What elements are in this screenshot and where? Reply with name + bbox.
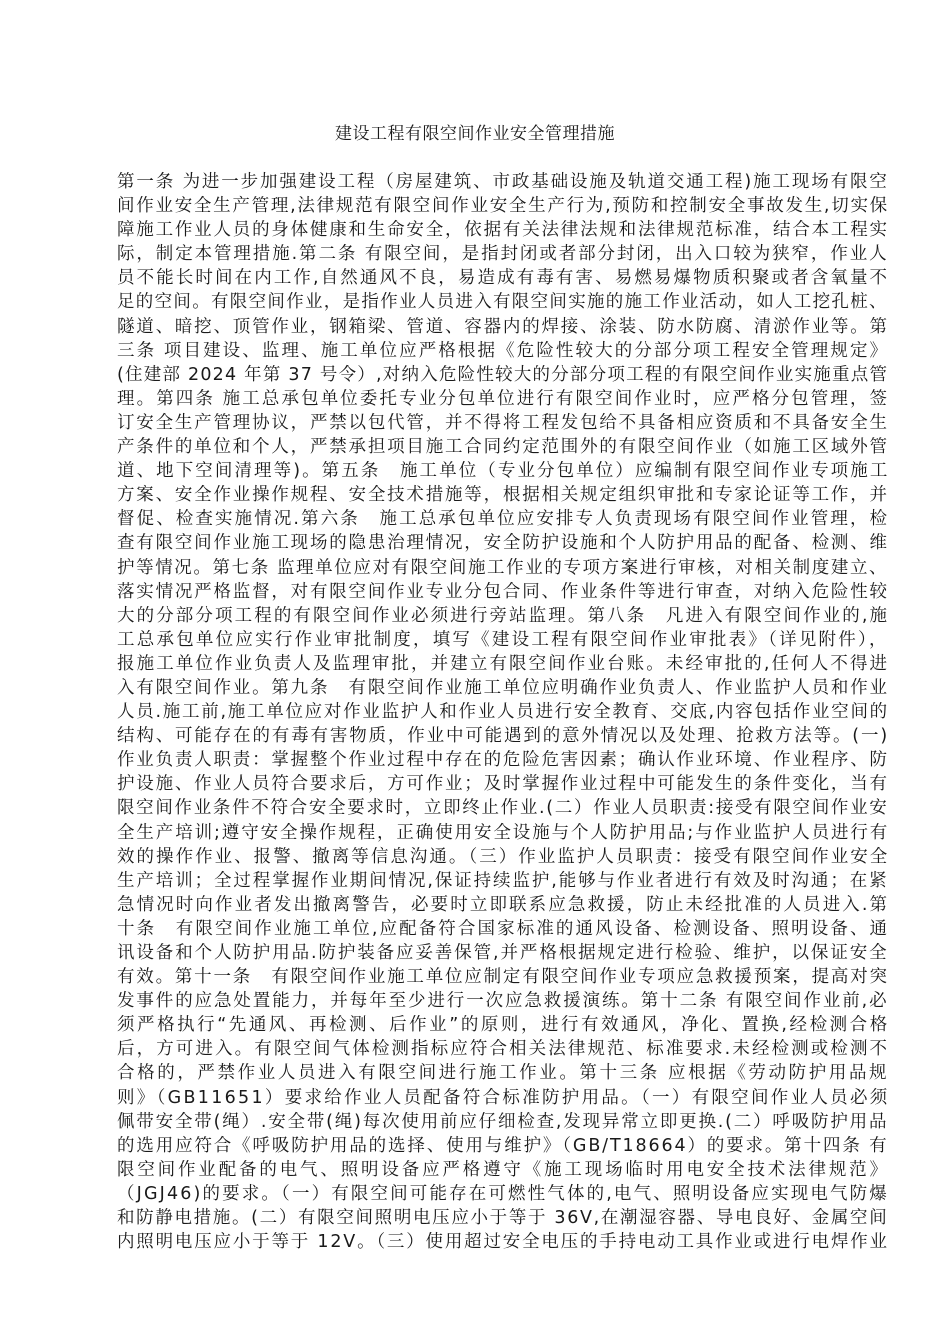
body-text-line: 订安全生产管理协议，严禁以包代管，并不得将工程发包给不具备相应资质和不具备安全生 — [117, 412, 889, 433]
body-text-line: 落实情况严格监督，对有限空间作业专业分包合同、作业条件等进行审查，对纳入危险性较 — [117, 581, 889, 602]
body-text-line: （JGJ46)的要求。（一）有限空间可能存在可燃性气体的,电气、照明设备应实现电气防爆 — [117, 1183, 889, 1204]
body-text-line: (住建部 2024 年第 37 号令）,对纳入危险性较大的分部分项工程的有限空间作业实施重点管 — [117, 364, 889, 385]
body-text-line: 结构、可能存在的有毒有害物质，作业中可能遇到的意外情况以及处理、抢救方法等。(一) — [117, 726, 890, 747]
body-text-line: 讯设备和个人防护用品.防护装备应妥善保管,并严格根据规定进行检验、维护，以保证安全 — [117, 943, 889, 963]
body-text-line: 合格的，严禁作业人员进入有限空间进行施工作业。第十三条 应根据《劳动防护用品规 — [117, 1063, 890, 1084]
body-text-line: 间作业安全生产管理,法律规范有限空间作业安全生产行为,预防和控制安全事故发生,切实保 — [117, 196, 889, 217]
body-text-line: 效的操作作业、报警、撤离等信息沟通。（三）作业监护人员职责：接受有限空间作业安全 — [117, 846, 890, 867]
document-title: 建设工程有限空间作业安全管理措施 — [335, 124, 615, 144]
body-text-line: 第一条 为进一步加强建设工程（房屋建筑、市政基础设施及轨道交通工程)施工现场有限空 — [117, 172, 889, 192]
body-text-line: 督促、检查实施情况.第六条 施工总承包单位应安排专人负责现场有限空间作业管理，检 — [117, 509, 890, 530]
body-text-line: 佩带安全带(绳）.安全带(绳)每次使用前应仔细检查,发现异常立即更换.(二）呼吸防护用品 — [117, 1111, 889, 1132]
body-text-line: 产条件的单位和个人，严禁承担项目施工合同约定范围外的有限空间作业（如施工区域外管 — [117, 437, 889, 458]
body-text-line: 道、地下空间清理等)。第五条 施工单位（专业分包单位）应编制有限空间作业专项施工 — [117, 461, 890, 482]
body-text-line: 和防静电措施。(二）有限空间照明电压应小于等于 36V,在潮湿容器、导电良好、金属空间 — [117, 1208, 889, 1229]
body-text-line: 人员.施工前,施工单位应对作业监护人和作业人员进行安全教育、交底,内容包括作业空间的 — [117, 702, 889, 723]
body-text-line: 足的空间。有限空间作业，是指作业人员进入有限空间实施的施工作业活动，如人工挖孔桩、 — [117, 292, 888, 313]
body-text-line: 方案、安全作业操作规程、安全技术措施等，根据相关规定组织审批和专家论证等工作，并 — [117, 485, 889, 506]
body-text-line: 后，方可进入。有限空间气体检测指标应符合相关法律规范、标准要求.未经检测或检测不 — [117, 1039, 890, 1060]
body-text-line: 内照明电压应小于等于 12V。（三）使用超过安全电压的手持电动工具作业或进行电焊作业 — [117, 1232, 889, 1253]
body-text-line: 急情况时向作业者发出撤离警告，必要时立即联系应急救援，防止未经批准的人员进入.第 — [117, 894, 890, 915]
body-text-line: 护设施、作业人员符合要求后，方可作业；及时掌握作业过程中可能发生的条件变化，当有 — [117, 774, 889, 795]
body-text-line: 入有限空间作业。第九条 有限空间作业施工单位应明确作业负责人、作业监护人员和作业 — [117, 677, 889, 698]
body-text-line: 理。第四条 施工总承包单位委托专业分包单位进行有限空间作业时，应严格分包管理，签 — [117, 388, 890, 409]
body-text-line: 全生产培训;遵守安全操作规程，正确使用安全设施与个人防护用品;与作业监护人员进行有 — [117, 822, 890, 843]
body-text-line: 限空间作业配备的电气、照明设备应严格遵守《施工现场临时用电安全技术法律规范》 — [117, 1159, 890, 1180]
body-text-line: 隧道、暗挖、顶管作业，钢箱梁、管道、容器内的焊接、涂装、防水防腐、清淤作业等。第 — [117, 316, 889, 337]
body-text-line: 的选用应符合《呼吸防护用品的选择、使用与维护》（GB/T18664）的要求。第十四条 有 — [117, 1135, 889, 1156]
body-text-line: 护等情况。第七条 监理单位应对有限空间施工作业的专项方案进行审核，对相关制度建立、 — [117, 557, 889, 578]
body-text-line: 则》（GB11651）要求给作业人员配备符合标准防护用品。（一）有限空间作业人员必须 — [117, 1087, 890, 1108]
body-text-line: 发事件的应急处置能力，并每年至少进行一次应急救援演练。第十二条 有限空间作业前,必 — [117, 991, 889, 1012]
body-text-line: 际，制定本管理措施.第二条 有限空间，是指封闭或者部分封闭，出入口较为狭窄，作业人 — [117, 244, 889, 265]
body-text-line: 限空间作业条件不符合安全要求时，立即终止作业.(二）作业人员职责:接受有限空间作业安 — [117, 798, 889, 819]
body-text-line: 十条 有限空间作业施工单位,应配备符合国家标准的通风设备、检测设备、照明设备、通 — [117, 918, 890, 939]
body-text-line: 大的分部分项工程的有限空间作业必须进行旁站监理。第八条 凡进入有限空间作业的,施 — [117, 605, 890, 626]
body-text-line: 障施工作业人员的身体健康和生命安全，依据有关法律法规和法律规范标准，结合本工程实 — [117, 220, 889, 241]
body-text-line: 员不能长时间在内工作,自然通风不良，易造成有毒有害、易燃易爆物质积聚或者含氧量不 — [117, 268, 890, 289]
document-body — [117, 170, 890, 1254]
body-text-line: 三条 项目建设、监理、施工单位应严格根据《危险性较大的分部分项工程安全管理规定》 — [117, 340, 890, 361]
body-text-line: 生产培训；全过程掌握作业期间情况,保证持续监护,能够与作业者进行有效及时沟通；在紧 — [117, 870, 889, 891]
body-text-line: 须严格执行“先通风、再检测、后作业”的原则，进行有效通风，净化、置换,经检测合格 — [117, 1015, 890, 1036]
body-text-line: 查有限空间作业施工现场的隐患治理情况，安全防护设施和个人防护用品的配备、检测、维 — [117, 533, 889, 554]
body-text-line: 工总承包单位应实行作业审批制度，填写《建设工程有限空间作业审批表》（详见附件）， — [117, 629, 889, 650]
body-text-line: 作业负责人职责：掌握整个作业过程中存在的危险危害因素；确认作业环境、作业程序、防 — [117, 750, 889, 771]
body-text-line: 有效。第十一条 有限空间作业施工单位应制定有限空间作业专项应急救援预案，提高对突 — [117, 967, 889, 988]
body-text-line: 报施工单位作业负责人及监理审批，并建立有限空间作业台账。未经审批的,任何人不得进 — [117, 653, 890, 674]
